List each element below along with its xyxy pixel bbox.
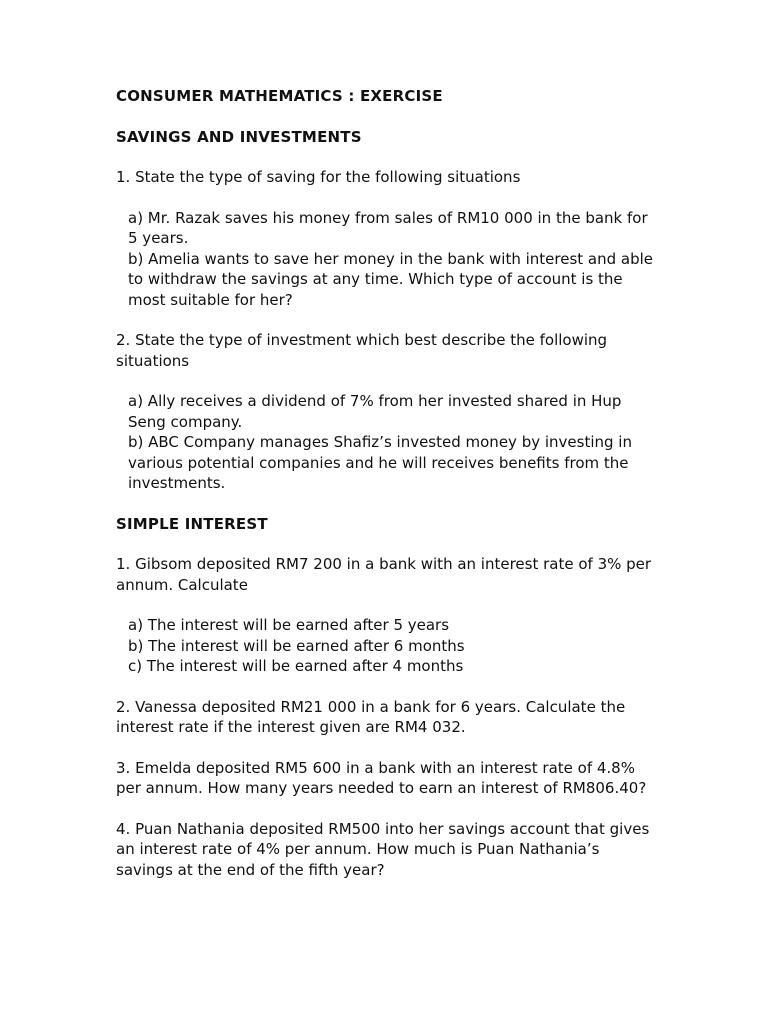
question-1-savings: 1. State the type of saving for the following situations — [116, 168, 521, 186]
section-heading-savings-investments: SAVINGS AND INVESTMENTS — [116, 127, 362, 146]
question-3-simple-interest: 3. Emelda deposited RM5 600 in a bank with an interest rate of 4.8% per annum. How many years needed to earn an interest of RM806.40? — [116, 758, 647, 797]
question-2-simple-interest: 2. Vanessa deposited RM21 000 in a bank for 6 years. Calculate the interest rate if the interest given are RM4 032. — [116, 697, 626, 736]
question-1-simple-interest-items — [128, 615, 656, 677]
question-4-simple-interest: 4. Puan Nathania deposited RM500 into her savings account that gives an interest rate of 4% per annum. How much is Puan Nathania’s savings at the end of the fifth year? — [116, 819, 650, 879]
question-1-simple-interest: 1. Gibsom deposited RM7 200 in a bank with an interest rate of 3% per annum. Calculate — [116, 555, 652, 594]
question-1b-savings: b) Amelia wants to save her money in the bank with interest and able to withdraw the savings at any time. Which type of account is the most suitable for her? — [128, 249, 654, 309]
question-2a-investment: a) Ally receives a dividend of 7% from her invested shared in Hup Seng company. — [128, 392, 622, 431]
question-1b-simple-interest: b) The interest will be earned after 6 months — [128, 636, 465, 655]
question-1a-simple-interest: a) The interest will be earned after 5 years — [128, 616, 450, 634]
question-2-investment: 2. State the type of investment which best describe the following situations — [116, 331, 608, 370]
section-heading-simple-interest: SIMPLE INTEREST — [116, 514, 268, 533]
document-title: CONSUMER MATHEMATICS : EXERCISE — [116, 87, 443, 105]
question-2b-investment: b) ABC Company manages Shafiz’s invested money by investing in various potential companies and he will receives benefits from the investments. — [128, 433, 632, 492]
question-1-savings-items — [128, 208, 656, 311]
question-2-investment-items — [128, 391, 656, 494]
question-1a-savings: a) Mr. Razak saves his money from sales of RM10 000 in the bank for 5 years. — [128, 208, 648, 247]
document-page — [116, 86, 656, 900]
question-1c-simple-interest: c) The interest will be earned after 4 months — [128, 657, 464, 675]
